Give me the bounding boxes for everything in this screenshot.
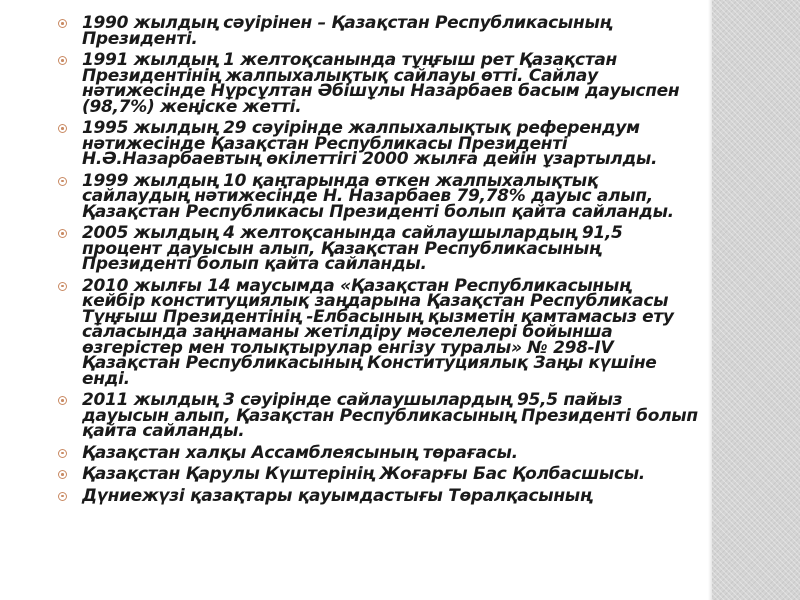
bullet-text: 2005 жылдың 4 желтоқсанында сайлаушылардың 91,5 процент дауысын алып, Қазақстан Республикасының Президенті болып қайта сайланды. bbox=[82, 223, 623, 274]
circle-bullet-icon bbox=[58, 282, 67, 291]
circle-bullet-icon bbox=[58, 470, 67, 479]
bullet-text: 1995 жылдың 29 сәуірінде жалпыхалықтық референдум нәтижесінде Қазақстан Республикасы Президенті Н.Ә.Назарбаевтың өкілеттігі 2000 жылға дейін ұзартылды. bbox=[82, 118, 658, 169]
bullet-item bbox=[58, 485, 698, 506]
bullet-item bbox=[58, 275, 698, 389]
circle-bullet-icon bbox=[58, 396, 67, 405]
bullet-item bbox=[58, 50, 698, 117]
bullet-text: 1990 жылдың сәуірінен – Қазақстан Республикасының Президенті. bbox=[82, 13, 611, 49]
bullet-item bbox=[58, 390, 698, 441]
circle-bullet-icon bbox=[58, 19, 67, 28]
bullet-item bbox=[58, 118, 698, 169]
circle-bullet-icon bbox=[58, 229, 67, 238]
decorative-side-bar bbox=[712, 0, 800, 600]
circle-bullet-icon bbox=[58, 124, 67, 133]
bullet-text: Қазақстан халқы Ассамблеясының төрағасы. bbox=[82, 442, 518, 463]
bullet-text: 2011 жылдың 3 сәуірінде сайлаушылардың 95,5 пайыз дауысын алып, Қазақстан Республикасының Президенті болып қайта сайланды. bbox=[82, 390, 698, 441]
circle-bullet-icon bbox=[58, 56, 67, 65]
bullet-text: 1991 жылдың 1 желтоқсанында тұңғыш рет Қазақстан Президентінің жалпыхалықтық сайлауы өтті. Сайлау нәтижесінде Нұрсұлтан Әбішұлы Назарбаев басым дауыспен (98,7%) жеңіске жетті. bbox=[82, 50, 680, 117]
bullet-item bbox=[58, 170, 698, 222]
circle-bullet-icon bbox=[58, 492, 67, 501]
bullet-text: Дүниежүзі қазақтары қауымдастығы Төралқасының bbox=[82, 485, 592, 506]
bullet-item bbox=[58, 442, 698, 463]
bullet-text: 1999 жылдың 10 қаңтарында өткен жалпыхалықтық сайлаудың нәтижесінде Н. Назарбаев 79,78% дауыс алып, Қазақстан Республикасы Президенті болып қайта сайланды. bbox=[82, 170, 674, 222]
circle-bullet-icon bbox=[58, 177, 67, 186]
circle-bullet-icon bbox=[58, 449, 67, 458]
bullet-item bbox=[58, 464, 698, 484]
slide-content bbox=[58, 13, 698, 510]
bullet-item bbox=[58, 13, 698, 49]
bullet-text: Қазақстан Қарулы Күштерінің Жоғарғы Бас Қолбасшысы. bbox=[82, 464, 645, 484]
bullet-item bbox=[58, 223, 698, 274]
bullet-text: 2010 жылғы 14 маусымда «Қазақстан Республикасының кейбір конституциялық заңдарына Қазақстан Республикасы Тұңғыш Президентінің -Елбасының қызметін қамтамасыз ету саласында заңнаманы жетілдіру мәселелері бойынша өзгерістер мен толықтырулар енгізу туралы» № 298-IV Қазақстан Республикасының Конституциялық Заңы күшіне енді. bbox=[82, 275, 674, 389]
bullet-list bbox=[58, 13, 698, 506]
